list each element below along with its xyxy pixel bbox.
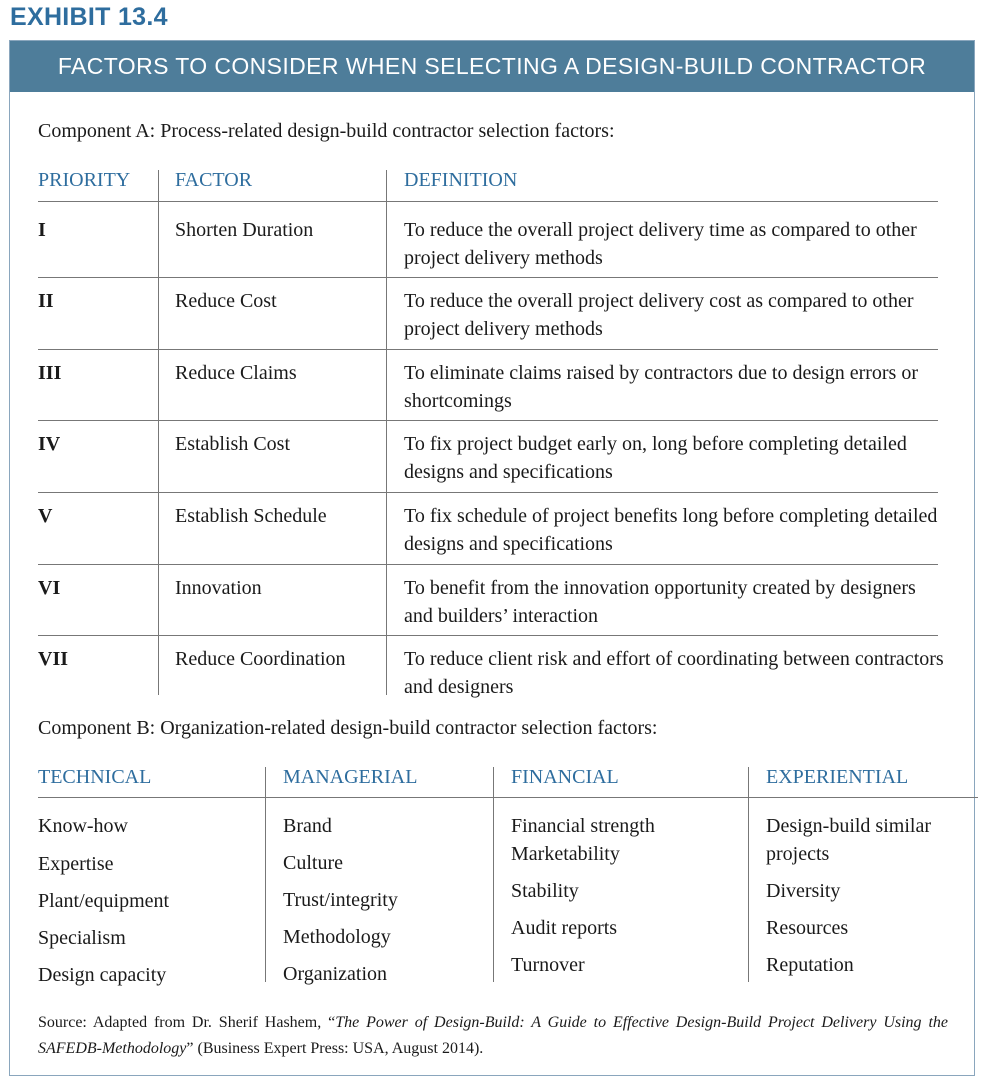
list-item: Turnover [511,954,585,976]
table-a-row-rule [38,492,938,493]
table-a-row-rule [38,277,938,278]
list-item: Brand [283,815,332,837]
row-definition: To fix schedule of project benefits long before completing detailed designs and specifications [404,505,938,555]
source-prefix: Source: Adapted from Dr. Sherif Hashem, “ [38,1014,336,1031]
row-definition: To reduce the overall project delivery cost as compared to other project delivery methods [404,290,914,340]
list-item: Know-how [38,815,128,837]
list-item: Organization [283,963,388,985]
table-a-row-rule [38,420,938,421]
row-definition: To reduce the overall project delivery time as compared to other project delivery methods [404,219,917,269]
table-a-row-rule [38,349,938,350]
list-item: Design-build similar projects [766,815,931,865]
col-header-priority: PRIORITY [38,169,131,191]
row-priority: I [38,219,46,241]
component-b-heading: Component B: Organization-related design-build contractor selection factors: [38,717,658,739]
list-item: Expertise [38,853,114,875]
col-header-managerial: MANAGERIAL [283,766,418,788]
list-item: Methodology [283,926,391,948]
row-factor: Shorten Duration [175,219,314,241]
row-priority: III [38,362,62,384]
list-item: Diversity [766,880,841,902]
row-definition: To eliminate claims raised by contractors due to design errors or shortcomings [404,362,918,412]
table-a-header-rule [38,201,938,202]
row-priority: VII [38,648,69,670]
col-header-financial: FINANCIAL [511,766,619,788]
list-item: Specialism [38,927,126,949]
source-suffix: ” (Business Expert Press: USA, August 2014). [186,1040,484,1057]
table-b-divider-1 [265,767,266,982]
row-priority: IV [38,433,61,455]
list-item: Marketability [511,843,620,865]
table-b-divider-3 [748,767,749,982]
list-item: Reputation [766,954,854,976]
list-item: Trust/integrity [283,889,398,911]
exhibit-label: EXHIBIT 13.4 [10,3,168,31]
list-item: Financial strength [511,815,655,837]
col-header-technical: TECHNICAL [38,766,152,788]
col-header-experiential: EXPERIENTIAL [766,766,909,788]
row-factor: Innovation [175,577,262,599]
source-note [38,1010,948,1062]
list-item: Culture [283,852,343,874]
row-priority: VI [38,577,61,599]
list-item: Stability [511,880,579,902]
list-item: Audit reports [511,917,618,939]
col-header-factor: FACTOR [175,169,253,191]
table-b-header-rule [38,797,978,798]
col-header-definition: DEFINITION [404,169,518,191]
row-priority: V [38,505,53,527]
row-definition: To benefit from the innovation opportunity created by designers and builders’ interaction [404,577,916,627]
row-definition: To reduce client risk and effort of coordinating between contractors and designers [404,648,944,698]
table-a-divider-2 [386,170,387,695]
row-factor: Establish Schedule [175,505,327,527]
component-a-heading: Component A: Process-related design-build contractor selection factors: [38,120,615,142]
row-factor: Reduce Coordination [175,648,346,670]
table-a-row-rule [38,564,938,565]
row-factor: Reduce Claims [175,362,297,384]
table-a-divider-1 [158,170,159,695]
list-item: Resources [766,917,849,939]
row-factor: Reduce Cost [175,290,277,312]
source-title: The Power of Design-Build: A Guide to Effective Design-Build Project Delivery Using the SAFEDB-Methodology [38,1014,948,1057]
list-item: Plant/equipment [38,890,170,912]
table-b-divider-2 [493,767,494,982]
table-a-row-rule [38,635,938,636]
list-item: Design capacity [38,964,167,986]
row-factor: Establish Cost [175,433,291,455]
row-priority: II [38,290,54,312]
row-definition: To fix project budget early on, long before completing detailed designs and specifications [404,433,907,483]
exhibit-title: FACTORS TO CONSIDER WHEN SELECTING A DESIGN-BUILD CONTRACTOR [10,41,974,92]
